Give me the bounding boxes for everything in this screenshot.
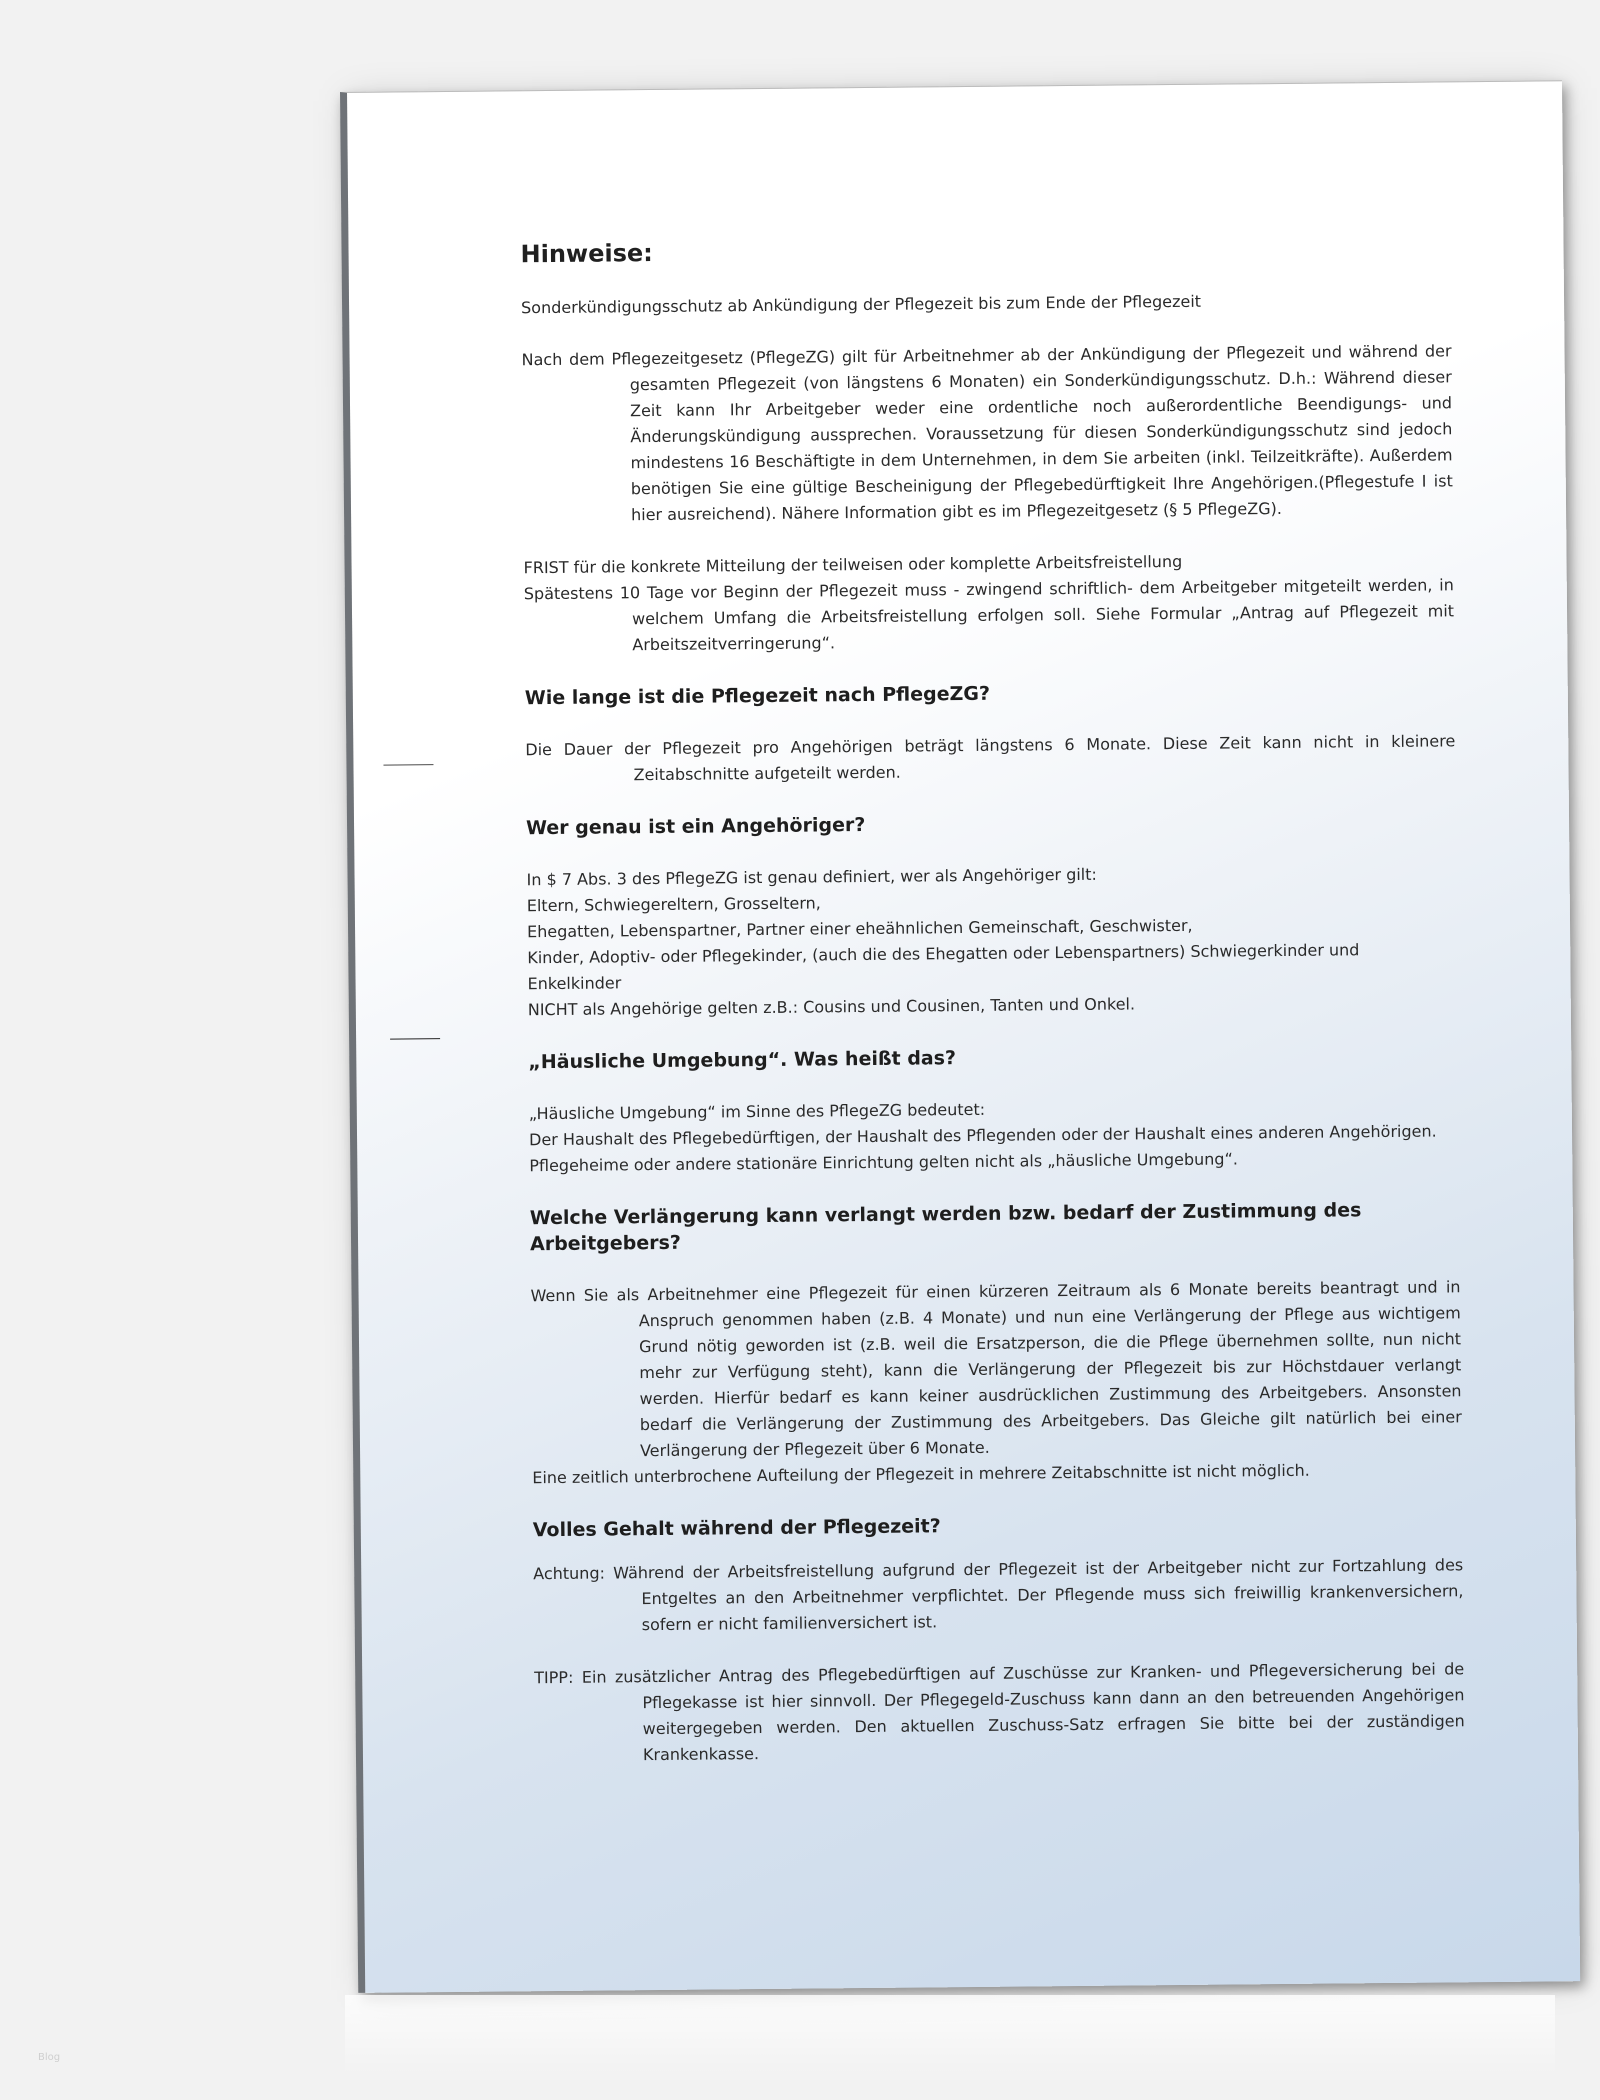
page-title: Hinweise: xyxy=(520,239,653,269)
heading-dauer: Wie lange ist die Pflegezeit nach PflegeZG? xyxy=(524,682,991,710)
angehoeriger-line: Ehegatten, Lebenspartner, Partner einer eheähnlichen Gemeinschaft, Geschwister, xyxy=(526,915,1193,942)
document-content xyxy=(520,232,1465,1769)
angehoeriger-line: Eltern, Schwiegereltern, Grosseltern, xyxy=(526,893,821,916)
paragraph-achtung: Achtung: Während der Arbeitsfreistellung aufgrund der Pflegezeit ist der Arbeitgeber nicht zur Fortzahlung des Entgeltes an den Arbeitnehmer verpflichtet. Der Pflegende muss sich freiwillig krankenversichern, sofern er nicht familienversichert ist. xyxy=(533,1555,1464,1635)
umgebung-line: „Häusliche Umgebung“ im Sinne des PflegeZG bedeutet: xyxy=(528,1099,986,1124)
umgebung-line: Pflegeheime oder andere stationäre Einrichtung gelten nicht als „häusliche Umgebung“. xyxy=(529,1149,1238,1176)
fold-mark-top xyxy=(383,764,433,765)
angehoeriger-line: In $ 7 Abs. 3 des PflegeZG ist genau definiert, wer als Angehöriger gilt: xyxy=(526,864,1097,890)
heading-gehalt: Volles Gehalt während der Pflegezeit? xyxy=(532,1515,941,1542)
angehoeriger-line: Kinder, Adoptiv- oder Pflegekinder, (auch die des Ehegatten oder Lebenspartners) Schwiegerkinder und Enkelkinder xyxy=(527,940,1360,994)
frist-heading: FRIST für die konkrete Mitteilung der teilweisen oder komplette Arbeitsfreistellung xyxy=(523,551,1183,578)
document-page xyxy=(340,80,1580,1993)
intro-text: Sonderkündigungsschutz ab Ankündigung der Pflegezeit bis zum Ende der Pflegezeit xyxy=(520,291,1202,318)
umgebung-line: Der Haushalt des Pflegebedürftigen, der Haushalt des Pflegenden oder der Haushalt eines anderen Angehörigen. xyxy=(528,1121,1437,1150)
paragraph-unterbrochen: Eine zeitlich unterbrochene Aufteilung der Pflegezeit in mehrere Zeitabschnitte ist nicht möglich. xyxy=(532,1460,1310,1488)
heading-angehoeriger: Wer genau ist ein Angehöriger? xyxy=(525,813,866,840)
angehoeriger-line: NICHT als Angehörige gelten z.B.: Cousins und Cousinen, Tanten und Onkel. xyxy=(527,994,1136,1020)
page-reflection xyxy=(345,1995,1555,2075)
watermark: Blog xyxy=(38,2052,61,2063)
paragraph-dauer: Die Dauer der Pflegezeit pro Angehörigen beträgt längstens 6 Monate. Diese Zeit kann nicht in kleinere Zeitabschnitte aufgeteilt werden. xyxy=(525,731,1456,785)
fold-mark-middle xyxy=(390,1038,440,1039)
paragraph-frist: Spätestens 10 Tage vor Beginn der Pflegezeit muss - zwingend schriftlich- dem Arbeitgeber mitgeteilt werden, in welchem Umfang die Arbeitsfreistellung erfolgen soll. Siehe Formular „Antrag auf Pflegezeit mit Arbeitszeitverringerung“. xyxy=(523,575,1455,655)
heading-haeusliche-umgebung: „Häusliche Umgebung“. Was heißt das? xyxy=(528,1047,957,1074)
paragraph-pflegezeitgesetz: Nach dem Pflegezeitgesetz (PflegeZG) gilt für Arbeitnehmer ab der Ankündigung der Pflegezeit und während der gesamten Pflegezeit (von längstens 6 Monaten) ein Sonderkündigungsschutz. D.h.: Während dieser Zeit kann Ihr Arbeitgeber weder eine ordentliche noch außerordentliche Beendigungs- und Änderungskündigung aussprechen. Voraussetzung für diesen Sonderkündigungsschutz sind jedoch mindestens 16 Beschäftigte in dem Unternehmen, in dem Sie arbeiten (inkl. Teilzeitkräfte). Außerdem benötigen Sie eine gültige Bescheinigung der Pflegebedürftigkeit Ihre Angehörigen.(Pflegestufe I ist hier ausreichend). Nähere Information gibt es im Pflegezeitgesetz (§ 5 PflegeZG). xyxy=(521,341,1453,525)
paragraph-verlaengerung: Wenn Sie als Arbeitnehmer eine Pflegezeit für einen kürzeren Zeitraum als 6 Monate bereits beantragt und in Anspruch genommen haben (z.B. 4 Monate) und nun eine Verlängerung der Pflege aus wichtigem Grund nötig geworden ist (z.B. weil die Ersatzperson, die die Pflege übernehmen sollte, nun nicht mehr zur Verfügung steht), kann die Verlängerung der Pflegezeit bis zur Höchstdauer verlangt werden. Hierfür bedarf es kann keiner ausdrücklichen Zustimmung des Arbeitgebers. Ansonsten bedarf die Verlängerung der Zustimmung des Arbeitgebers. Das Gleiche gilt natürlich bei einer Verlängerung der Pflegezeit über 6 Monate. xyxy=(530,1277,1462,1461)
heading-verlaengerung: Welche Verlängerung kann verlangt werden bzw. bedarf der Zustimmung des Arbeitgebers? xyxy=(529,1199,1362,1256)
paragraph-tipp: TIPP: Ein zusätzlicher Antrag des Pflegebedürftigen auf Zuschüsse zur Kranken- und Pflegeversicherung bei de Pflegekasse ist hier sinnvoll. Der Pflegegeld-Zuschuss kann dann an den betreuenden Angehörigen weitergegeben werden. Den aktuellen Zuschuss-Satz erfragen Sie bitte bei der zuständigen Krankenkasse. xyxy=(534,1659,1465,1765)
